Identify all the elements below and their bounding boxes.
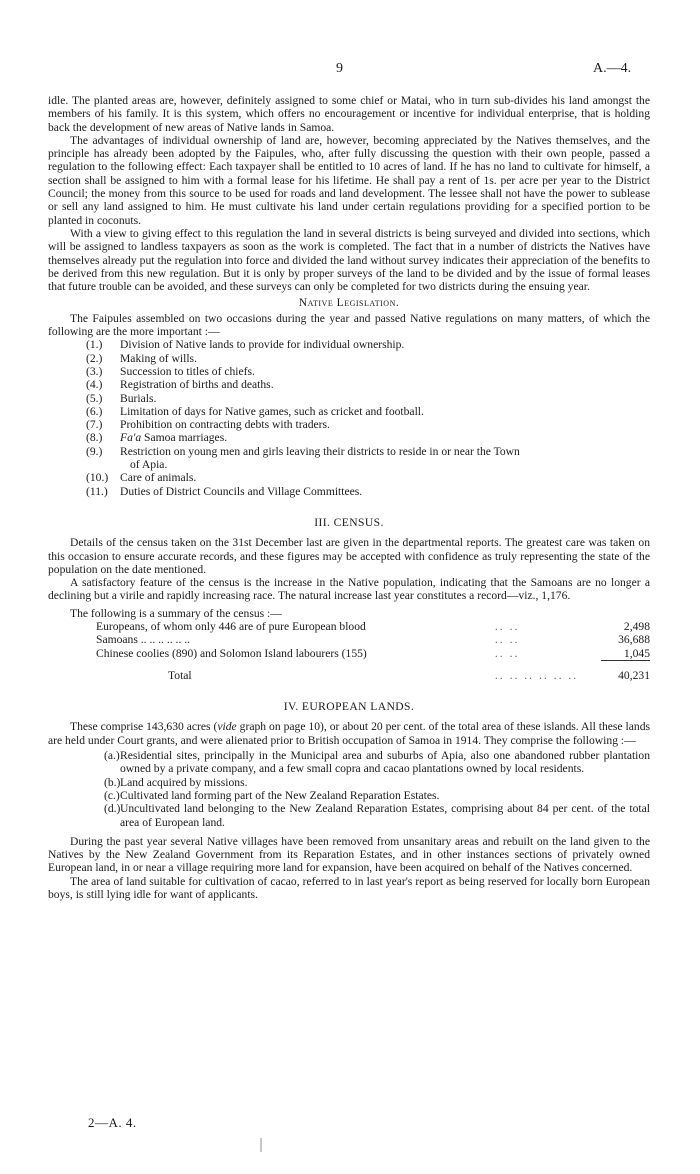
census-paragraph-1: Details of the census taken on the 31st December last are given in the departmental reports. The greatest care was taken on this occasion to ensure accurate records, and these figures may be accepted with confidence as truly representing the state of the population on the date mentioned.	[48, 536, 650, 576]
signature-mark: 2—A. 4.	[88, 1115, 137, 1130]
list-item: (2.) Making of wills.	[86, 351, 197, 365]
row-label: Chinese coolies (890) and Solomon Island labourers (155)	[96, 646, 367, 660]
scan-artifact-divider	[260, 1138, 262, 1152]
list-item: (1.) Division of Native lands to provide for individual ownership.	[86, 338, 405, 352]
native-legislation-intro: The Faipules assembled on two occasions during the year and passed Native regulations on many matters, of which the following are the more important :—	[48, 311, 650, 339]
european-lands-intro: These comprise 143,630 acres (vide graph on page 10), or about 20 per cent. of the total area of these islands. All these lands are held under Court grants, and were alienated prior to British occupation of Samoa in 1914. They comprise the following :—	[48, 720, 651, 747]
paragraph-intro-2: The advantages of individual ownership of land are, however, becoming appreciated by the Natives themselves, and the principle has already been adopted by the Faipules, who, after fully discussing the question with their own people, passed a regulation to the following effect: Each taxpayer shall be entitled to 10 acres of land. If he has no land to cultivate for himself, a section shall be assigned to him with a formal lease for his lifetime. He shall pay a rent of 1s. per acre per year to the District Council; the money from this source to be used for roads and land development. The lessee shall not have the power to sublease or sell any land assigned to him. He must cultivate his land under certain regulations providing for a specified portion to be planted in coconuts.	[48, 133, 650, 227]
native-legislation-heading: Native Legislation.	[298, 296, 400, 310]
list-item: (4.) Registration of births and deaths.	[86, 378, 274, 392]
list-item: (c.) Cultivated land forming part of the New Zealand Reparation Estates.	[104, 788, 440, 802]
page-number: 9	[336, 61, 343, 76]
list-item: (6.) Limitation of days for Native games, such as cricket and football.	[86, 404, 424, 418]
european-lands-heading: IV. EUROPEAN LANDS.	[283, 700, 415, 714]
census-heading: III. CENSUS.	[314, 515, 384, 529]
census-summary-intro: The following is a summary of the census :—	[70, 606, 282, 620]
row-value: 36,688	[618, 633, 650, 647]
list-item: (b.) Land acquired by missions.	[104, 775, 248, 789]
census-paragraph-2: A satisfactory feature of the census is the increase in the Native population, indicating that the Samoans are no longer a declining but a virile and rapidly increasing race. The natural increase last year constitutes a record—viz., 1,176.	[48, 576, 650, 603]
total-label: Total	[168, 668, 192, 682]
total-leader: .. .. .. .. .. ..	[494, 668, 579, 682]
list-item: (3.) Succession to titles of chiefs.	[86, 364, 255, 378]
page-body	[48, 94, 650, 901]
row-leader: .. ..	[494, 619, 520, 633]
list-item: (7.) Prohibition on contracting debts with traders.	[86, 418, 330, 432]
list-item: (11.) Duties of District Councils and Village Committees.	[86, 484, 363, 498]
table-row	[96, 647, 650, 661]
list-item: (10.) Care of animals.	[86, 471, 197, 485]
paragraph-intro-1: idle. The planted areas are, however, definitely assigned to some chief or Matai, who in turn sub-divides his land amongst the members of his family. It is this system, which offers no encouragement or incentive for individual enterprise, that is holding back the development of new areas of Native lands in Samoa.	[48, 94, 650, 134]
row-leader: .. ..	[494, 646, 520, 660]
european-lands-paragraph-2: The area of land suitable for cultivation of cacao, referred to in last year's report as being reserved for locally born European boys, is still lying idle for want of applicants.	[48, 874, 650, 902]
row-value: 2,498	[623, 619, 650, 633]
european-lands-list	[48, 749, 650, 829]
running-header	[0, 62, 700, 80]
table-row	[96, 633, 650, 646]
paragraph-intro-3: With a view to giving effect to this regulation the land in several districts is being surveyed and divided into sections, which will be assigned to landless taxpayers as soon as the work is completed. The fact that in a number of districts the Natives have themselves already put the regulation into force and divided the land without survey indicates their appreciation of the benefits to be derived from this new regulation. But it is only by proper surveys of the land to be divided and by the issue of formal leases that future trouble can be avoided, and these surveys can only be completed for two districts during the ensuing year.	[48, 226, 650, 294]
table-row	[96, 620, 650, 633]
list-item: (8.) Fa'a Samoa marriages.	[86, 431, 228, 445]
regulation-list	[48, 338, 650, 498]
document-reference: A.—4.	[593, 61, 632, 76]
table-total-row	[96, 660, 650, 682]
row-label: Samoans .. .. .. .. .. ..	[96, 633, 191, 647]
list-item: (9.) Restriction on young men and girls leaving their districts to reside in or near the Town of Apia.	[86, 444, 520, 472]
list-item: (5.) Burials.	[86, 391, 157, 405]
list-item: (d.) Uncultivated land belonging to the New Zealand Reparation Estates, comprising about 84 per cent. of the total area of European land.	[104, 802, 650, 829]
row-value: 1,045	[623, 646, 650, 660]
list-item: (a.) Residential sites, principally in the Municipal area and suburbs of Apia, also one abandoned rubber plantation owned by a private company, and a few small copra and cacao plantations owned by local residents.	[104, 749, 650, 776]
census-table	[96, 620, 650, 682]
row-leader: .. ..	[494, 633, 520, 647]
total-value: 40,231	[601, 660, 650, 682]
row-label: Europeans, of whom only 446 are of pure European blood	[96, 619, 366, 633]
european-lands-paragraph-1: During the past year several Native villages have been removed from unsanitary areas and rebuilt on the land given to the Natives by the New Zealand Government from its Reparation Estates, and in other instances sections of privately owned European land, in or near a village requiring more land for expansion, have been acquired on behalf of the Natives concerned.	[48, 834, 650, 875]
